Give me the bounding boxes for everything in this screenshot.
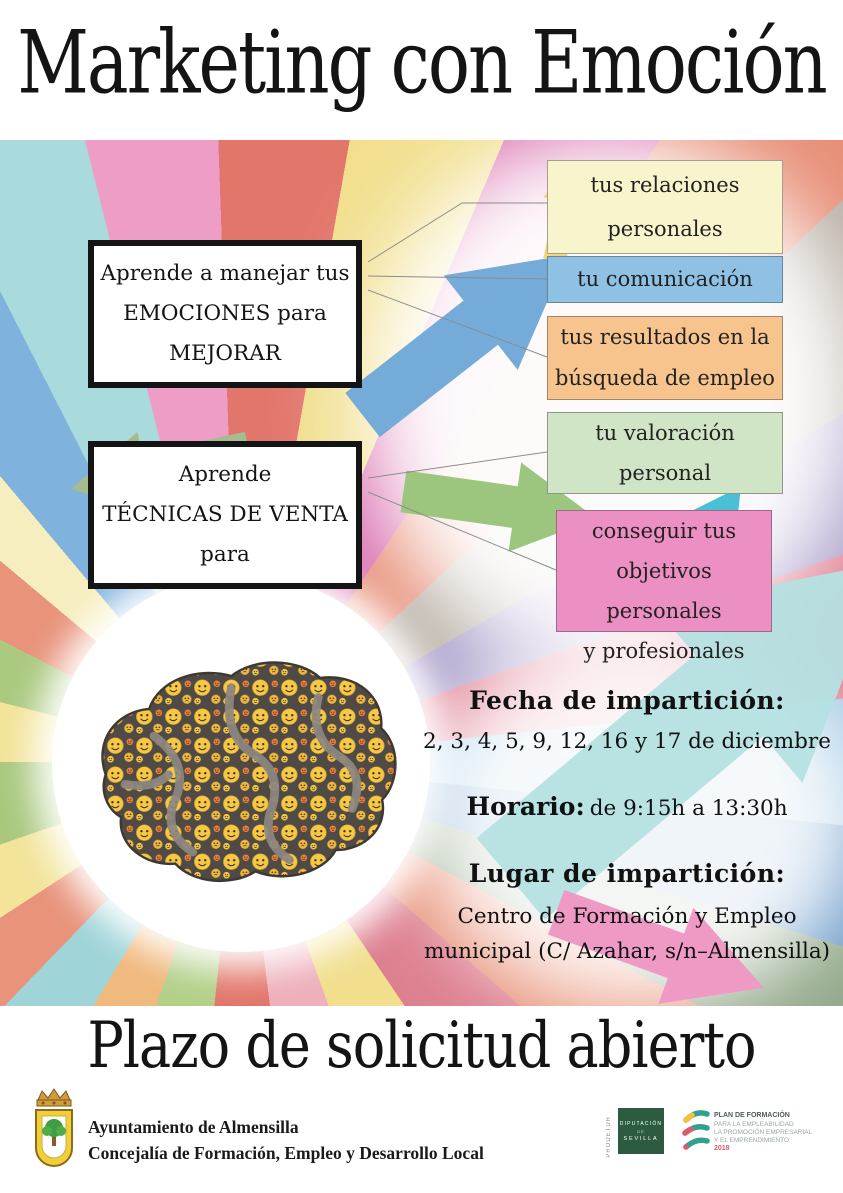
plan-line: LA PROMOCIÓN EMPRESARIAL (714, 1128, 813, 1136)
intro-box-emociones (88, 240, 362, 388)
organization-text (88, 1114, 484, 1167)
benefit-line: tus relaciones (590, 173, 740, 197)
prodetur-label: PRODETUR (606, 1116, 612, 1158)
horario-label: Horario: (466, 792, 585, 821)
fecha-value: 2, 3, 4, 5, 9, 12, 16 y 17 de diciembre (423, 729, 831, 754)
benefit-line: personales (607, 217, 723, 241)
diputacion-line: DIPUTACIÓN (619, 1120, 663, 1127)
lugar-label: Lugar de impartición: (468, 859, 786, 888)
benefit-line: búsqueda de empleo (555, 366, 775, 390)
intro-box-line: TÉCNICAS DE VENTA (102, 502, 348, 527)
poster-title: Marketing con Emoción (17, 12, 826, 114)
intro-box-tecnicas-venta (88, 441, 362, 589)
plan-formacion-text (714, 1112, 812, 1154)
intro-box-line: Aprende a manejar tus (100, 261, 350, 286)
closing-banner: Plazo de solicitud abierto (87, 1008, 756, 1083)
diputacion-line: DE (637, 1128, 645, 1134)
horario-value: de 9:15h a 13:30h (589, 796, 788, 821)
benefit-line: tu valoración (595, 421, 735, 445)
intro-box-line: MEJORAR (169, 341, 281, 366)
plan-line: PARA LA EMPLEABILIDAD (714, 1120, 794, 1128)
intro-box-line: para (200, 542, 250, 567)
fecha-label: Fecha de impartición: (469, 686, 785, 715)
diputacion-line: SEVILLA (623, 1135, 659, 1142)
benefit-box-valoracion (547, 412, 783, 494)
lugar-line1: Centro de Formación y Empleo (457, 904, 797, 929)
emoji-brain-art (71, 620, 411, 910)
benefit-line: tus resultados en la (560, 325, 770, 349)
intro-box-line: EMOCIONES para (123, 301, 327, 326)
org-name: Ayuntamiento de Almensilla (88, 1117, 299, 1137)
intro-box-line: Aprende (178, 462, 272, 487)
benefit-box-relaciones (547, 160, 783, 254)
benefit-box-empleo (547, 316, 783, 400)
lugar-line2: municipal (C/ Azahar, s/n–Almensilla) (423, 939, 831, 964)
schedule (422, 686, 832, 964)
almensilla-crest-icon (28, 1086, 80, 1178)
benefit-box-comunicacion (547, 256, 783, 303)
benefit-line: y profesionales (583, 639, 745, 663)
diputacion-sevilla-logo (618, 1108, 664, 1154)
benefit-line: objetivos personales (606, 559, 722, 623)
plan-formacion-logo-icon (680, 1106, 710, 1156)
plan-line: PLAN DE FORMACIÓN (714, 1112, 790, 1119)
plan-year: 2018 (714, 1145, 730, 1153)
horario-line (422, 792, 832, 821)
plan-line: Y EL EMPRENDIMIENTO (714, 1137, 790, 1144)
org-dept: Concejalía de Formación, Empleo y Desarrollo Local (88, 1143, 484, 1164)
benefit-line: personal (618, 461, 712, 485)
benefit-line: conseguir tus (591, 519, 737, 543)
brain-circle (52, 574, 430, 952)
benefit-line: tu comunicación (577, 267, 753, 291)
benefit-box-objetivos (556, 510, 772, 663)
